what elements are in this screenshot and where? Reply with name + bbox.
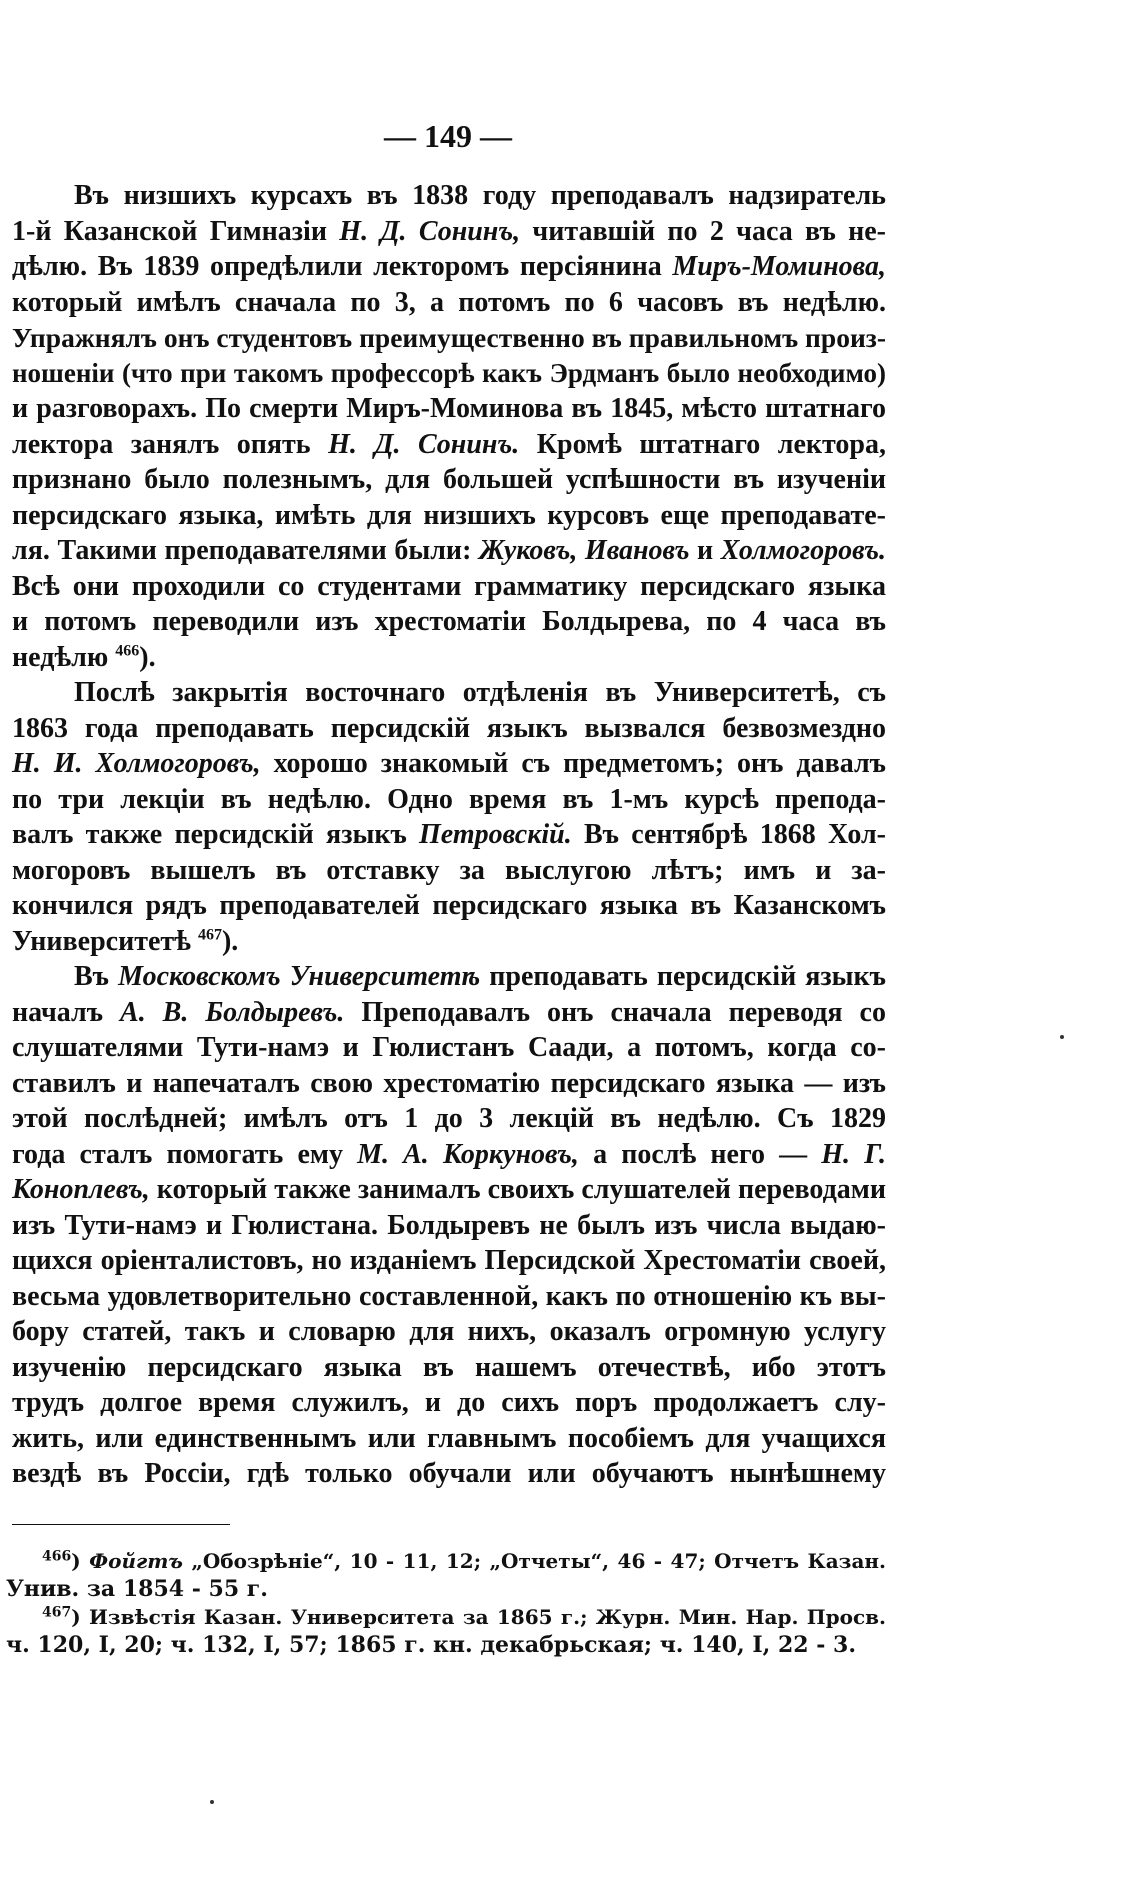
- footnote-line: [6, 1575, 886, 1603]
- text-run: недѣлю: [12, 641, 116, 673]
- body-line: [12, 356, 886, 392]
- body-line: [12, 746, 886, 782]
- italic-name: Миръ-Моминова,: [672, 251, 886, 282]
- text-run: Въ низшихъ курсахъ въ 1838 году преподавалъ надзиратель: [74, 180, 886, 211]
- text-run: слушателями Тути-намэ и Гюлистанъ Саади, а потомъ, когда со-: [12, 1032, 886, 1063]
- text-run: хорошо знакомый съ предметомъ; онъ давалъ: [260, 748, 886, 779]
- footnote-ref: 466: [42, 1548, 72, 1565]
- italic-name: М. А. Коркуновъ,: [357, 1138, 579, 1170]
- text-run: изученію персидскаго языка въ нашемъ отечествѣ, ибо этотъ: [12, 1351, 886, 1383]
- body-line: [12, 533, 886, 569]
- footnotes: [6, 1547, 886, 1659]
- text-run: по три лекціи въ недѣлю. Одно время въ 1-мъ курсѣ препода-: [12, 783, 886, 815]
- text-run: ) Извѣстія Казан. Университета за 1865 г.; Журн. Мин. Нар. Просв.: [71, 1605, 886, 1629]
- body-line: [12, 569, 886, 605]
- text-run: кончился рядъ преподавателей персидскаго языка въ Казанскомъ: [12, 890, 886, 921]
- text-run: и разговорахъ. По смерти Миръ-Моминова въ 1845, мѣсто штатнаго: [12, 393, 886, 424]
- body-line: [12, 249, 886, 285]
- body-line: [12, 995, 886, 1031]
- scan-speck: [210, 1800, 214, 1804]
- italic-name: Н. Д. Сонинъ,: [339, 215, 521, 247]
- body-line: [12, 1314, 886, 1350]
- text-run: этой послѣдней; имѣлъ отъ 1 до 3 лекцій въ недѣлю. Съ 1829: [12, 1103, 886, 1134]
- body-line: [12, 1350, 886, 1386]
- text-run: ставилъ и напечаталъ свою хрестоматію персидскаго языка — изъ: [12, 1067, 886, 1099]
- text-run: Всѣ они проходили со студентами грамматику персидскаго языка: [12, 570, 886, 602]
- body-line: [12, 391, 886, 427]
- footnote-line: [6, 1631, 886, 1659]
- text-run: началъ: [12, 996, 121, 1028]
- text-run: дѣлю. Въ 1839 опредѣлили лекторомъ персіянина: [12, 251, 673, 282]
- text-run: Въ: [74, 961, 119, 992]
- body-line: [12, 924, 886, 960]
- body-line: [12, 320, 886, 356]
- scan-speck: [1060, 1035, 1064, 1039]
- text-run: который также занималъ своихъ слушателей переводами: [149, 1174, 886, 1205]
- body-line: [12, 1137, 886, 1173]
- italic-name: Жуковъ, Ивановъ: [479, 535, 690, 566]
- italic-name: Петровскій.: [419, 819, 572, 850]
- body-line: [12, 1421, 886, 1457]
- text-run: преподавать персидскій языкъ: [480, 961, 886, 992]
- text-run: ): [71, 1549, 90, 1573]
- text-run: признано было полезнымъ, для большей успѣшности въ изученіи: [12, 464, 886, 495]
- italic-name: А. В. Болдыревъ.: [120, 996, 345, 1028]
- text-run: изъ Тути-намэ и Гюлистана. Болдыревъ не былъ изъ числа выдаю-: [12, 1209, 886, 1241]
- text-run: трудъ долгое время служилъ, и до сихъ поръ продолжаетъ слу-: [12, 1387, 886, 1418]
- text-run: Унив. за 1854 - 55 г.: [6, 1576, 268, 1602]
- body-line: [12, 498, 886, 534]
- text-run: щихся оріенталистовъ, но изданіемъ Персидской Хрестоматіи своей,: [12, 1245, 886, 1276]
- text-run: ношеніи (что при такомъ профессорѣ какъ Эрдманъ было необходимо): [12, 357, 886, 388]
- text-run: года сталъ помогать ему: [12, 1138, 358, 1170]
- text-run: Упражнялъ онъ студентовъ преимущественно въ правильномъ произ-: [12, 322, 886, 353]
- body-line: [12, 782, 886, 818]
- text-run: 1863 года преподавать персидскій языкъ вызвался безвозмездно: [12, 712, 886, 744]
- footnote-line: [6, 1603, 886, 1631]
- body-line: [12, 1385, 886, 1421]
- text-run: читавшій по 2 часа въ не-: [520, 215, 886, 247]
- body-line: [12, 959, 886, 995]
- body-line: [12, 1172, 886, 1208]
- footnote-ref: 466: [115, 642, 140, 660]
- body-text: [12, 178, 886, 1492]
- body-line: [12, 1066, 886, 1102]
- text-run: и потомъ переводили изъ хрестоматіи Болдырева, по 4 часа въ: [12, 606, 886, 637]
- text-run: могоровъ вышелъ въ отставку за выслугою лѣтъ; имъ и за-: [12, 854, 886, 886]
- text-run: персидскаго языка, имѣть для низшихъ курсовъ еще преподавате-: [12, 499, 886, 531]
- italic-name: Н. Г.: [821, 1138, 887, 1170]
- text-run: вездѣ въ Россіи, гдѣ только обучали или обучаютъ нынѣшнему: [12, 1458, 886, 1489]
- body-line: [12, 1208, 886, 1244]
- footnote-ref: 467: [197, 926, 222, 944]
- body-line: [12, 178, 886, 214]
- italic-name: Московскомъ Университетѣ: [118, 961, 481, 992]
- text-run: Послѣ закрытія восточнаго отдѣленія въ Университетѣ, съ: [74, 677, 886, 708]
- body-line: [12, 285, 886, 321]
- text-run: жить, или единственнымъ или главнымъ пособіемъ для учащихся: [12, 1422, 886, 1454]
- text-run: Преподавалъ онъ сначала переводя со: [344, 996, 886, 1028]
- body-line: [12, 817, 886, 853]
- footnote-line: [6, 1547, 886, 1575]
- page-number: — 149 —: [384, 118, 512, 154]
- text-run: „Обозрѣніе“, 10 - 11, 12; „Отчеты“, 46 - 47; Отчетъ Казан.: [182, 1549, 886, 1573]
- text-run: 1-й Казанской Гимназіи: [12, 215, 340, 247]
- italic-name: Фойгтъ: [89, 1549, 183, 1573]
- text-run: ).: [221, 925, 239, 957]
- body-line: [12, 888, 886, 924]
- body-line: [12, 1456, 886, 1492]
- italic-name: Коноплевъ,: [12, 1174, 150, 1205]
- text-run: ля. Такими преподавателями были:: [12, 535, 479, 566]
- body-line: [12, 1243, 886, 1279]
- italic-name: Н. Д. Сонинъ.: [328, 428, 520, 460]
- text-run: а послѣ него —: [578, 1138, 822, 1170]
- body-line: [12, 604, 886, 640]
- text-run: и: [689, 535, 721, 566]
- footnote-ref: 467: [42, 1604, 72, 1621]
- body-line: [12, 1030, 886, 1066]
- body-line: [12, 1279, 886, 1315]
- footnote-divider: [12, 1524, 230, 1525]
- body-line: [12, 853, 886, 889]
- text-run: Кромѣ штатнаго лектора,: [519, 428, 887, 460]
- text-run: Въ сентябрѣ 1868 Хол-: [571, 819, 886, 850]
- text-run: Университетѣ: [12, 925, 198, 957]
- italic-name: Холмогоровъ.: [720, 535, 886, 566]
- text-run: весьма удовлетворительно составленной, какъ по отношенію къ вы-: [12, 1280, 886, 1312]
- text-run: лектора занялъ опять: [12, 428, 329, 460]
- body-line: [12, 214, 886, 250]
- body-line: [12, 1101, 886, 1137]
- italic-name: Н. И. Холмогоровъ,: [12, 748, 261, 779]
- body-line: [12, 711, 886, 747]
- text-run: бору статей, такъ и словарю для нихъ, оказалъ огромную услугу: [12, 1316, 886, 1347]
- text-run: ч. 120, I, 20; ч. 132, I, 57; 1865 г. кн. декабрьская; ч. 140, I, 22 - 3.: [6, 1632, 856, 1658]
- body-line: [12, 675, 886, 711]
- body-line: [12, 640, 886, 676]
- text-run: валъ также персидскій языкъ: [12, 819, 420, 850]
- body-line: [12, 427, 886, 463]
- text-run: который имѣлъ сначала по 3, а потомъ по 6 часовъ въ недѣлю.: [12, 286, 886, 318]
- text-run: ).: [139, 641, 156, 673]
- body-line: [12, 462, 886, 498]
